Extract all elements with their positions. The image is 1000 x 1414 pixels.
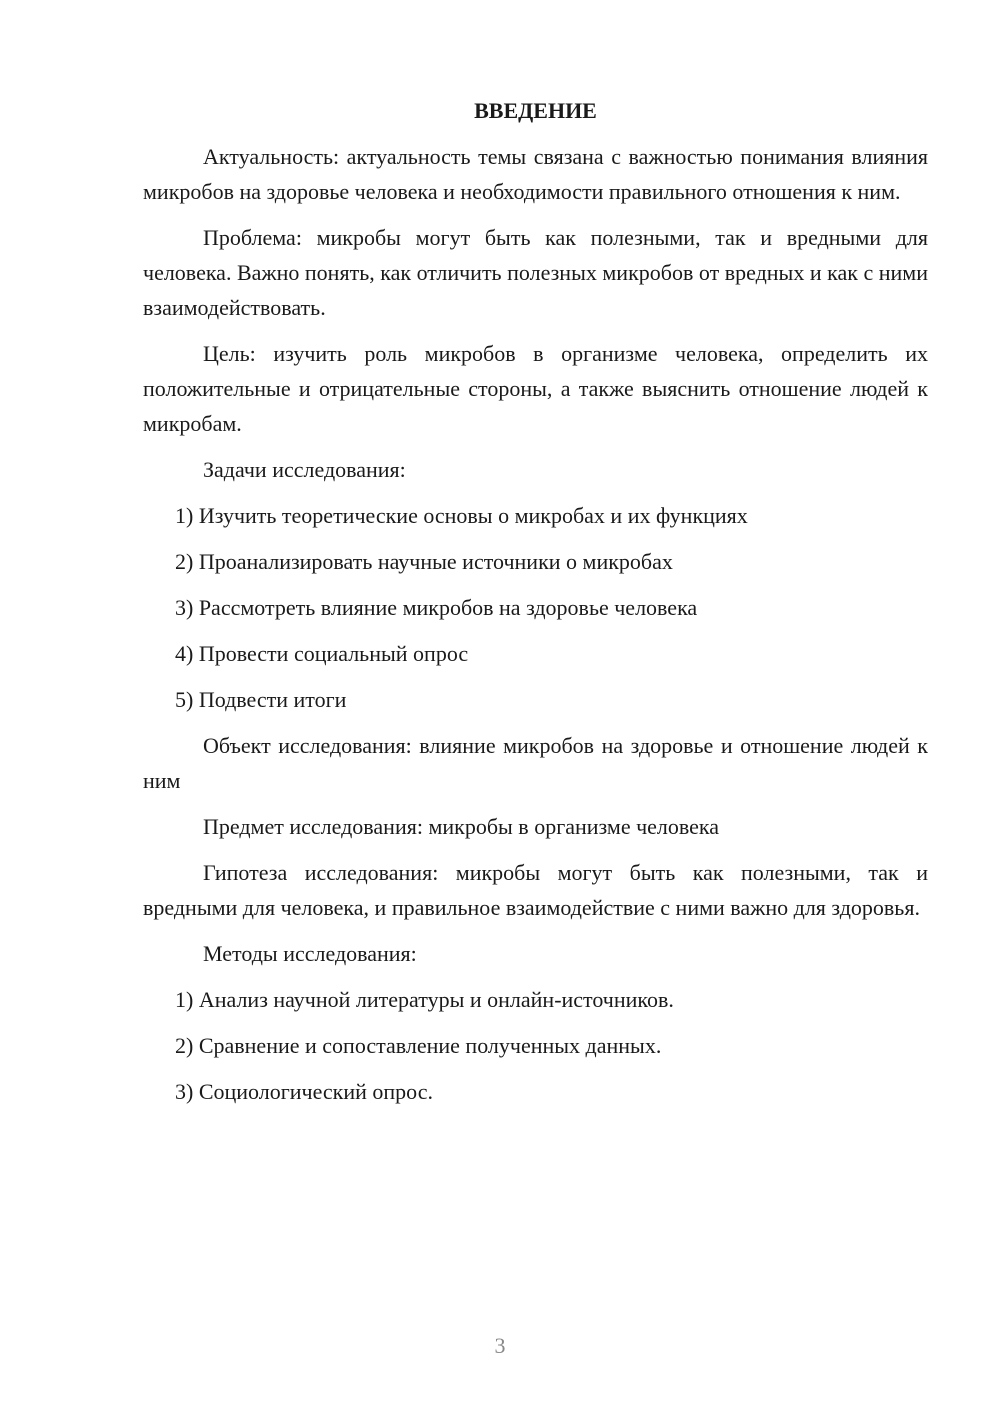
subject-paragraph: Предмет исследования: микробы в организме человека xyxy=(203,814,720,839)
method-item: 1) Анализ научной литературы и онлайн-источников. xyxy=(175,987,674,1012)
tasks-heading: Задачи исследования: xyxy=(203,457,406,482)
tasks-list xyxy=(143,498,928,717)
hypothesis-paragraph: Гипотеза исследования: микробы могут быть как полезными, так и вредными для человека, и правильное взаимодействие с ними важно для здоровья. xyxy=(143,860,928,920)
methods-list xyxy=(143,982,928,1109)
task-item: 3) Рассмотреть влияние микробов на здоровье человека xyxy=(175,595,698,620)
relevance-paragraph: Актуальность: актуальность темы связана с важностью понимания влияния микробов на здоровье человека и необходимости правильного отношения к ним. xyxy=(143,144,928,204)
section-title: ВВЕДЕНИЕ xyxy=(474,98,597,123)
method-item: 3) Социологический опрос. xyxy=(175,1079,433,1104)
method-item: 2) Сравнение и сопоставление полученных данных. xyxy=(175,1033,662,1058)
goal-paragraph: Цель: изучить роль микробов в организме человека, определить их положительные и отрицательные стороны, а также выяснить отношение людей к микробам. xyxy=(143,341,928,436)
object-paragraph: Объект исследования: влияние микробов на здоровье и отношение людей к ним xyxy=(143,733,928,793)
problem-paragraph: Проблема: микробы могут быть как полезными, так и вредными для человека. Важно понять, как отличить полезных микробов от вредных и как с ними взаимодействовать. xyxy=(143,225,928,320)
task-item: 4) Провести социальный опрос xyxy=(175,641,469,666)
page-content xyxy=(143,95,928,1120)
task-item: 5) Подвести итоги xyxy=(175,687,347,712)
page-number: 3 xyxy=(494,1333,506,1358)
methods-heading: Методы исследования: xyxy=(203,941,417,966)
task-item: 2) Проанализировать научные источники о микробах xyxy=(175,549,673,574)
task-item: 1) Изучить теоретические основы о микробах и их функциях xyxy=(175,503,748,528)
